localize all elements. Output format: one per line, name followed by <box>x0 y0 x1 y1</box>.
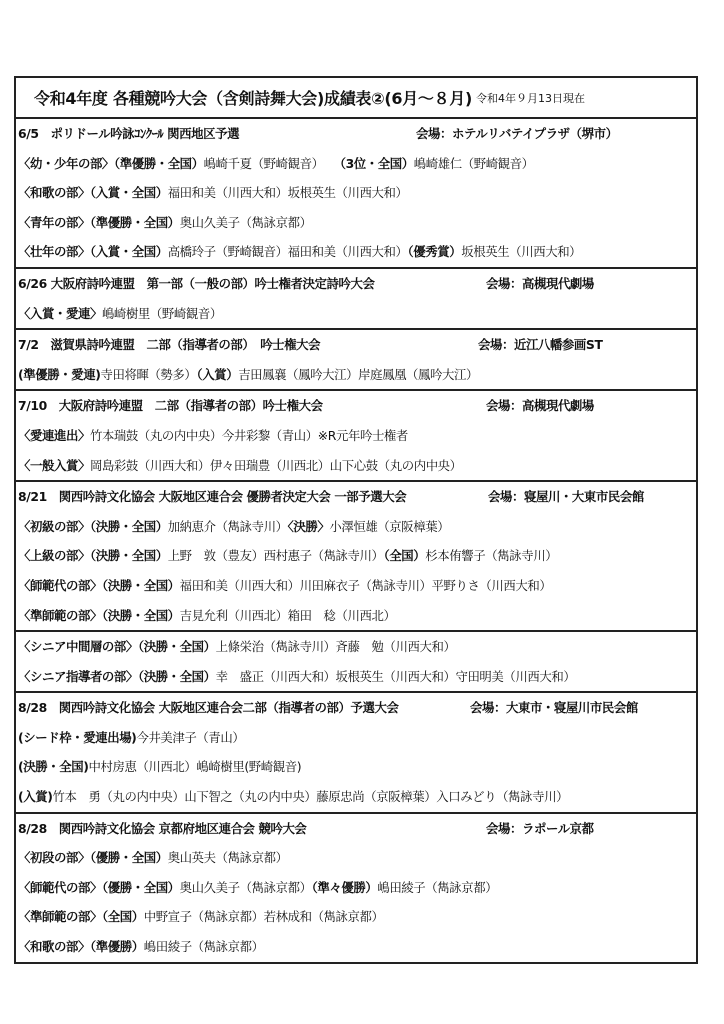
result-row <box>16 873 696 903</box>
result-row <box>16 601 696 631</box>
winner-names: 嶋崎雄仁（野崎観音） <box>413 155 534 171</box>
winner-names: 岡島彩鼓（川西大和）伊々田瑞豊（川西北）山下心鼓（丸の内中央） <box>89 457 462 473</box>
event-section <box>14 330 698 391</box>
winner-names: 嶋田綾子（雋詠京都） <box>143 939 264 955</box>
result-row <box>16 451 696 481</box>
event-venue: 会場：大東市・寝屋川市民会館 <box>470 700 638 716</box>
winner-names: 今井美津子（青山） <box>136 729 245 745</box>
event-heading <box>16 693 696 723</box>
event-heading <box>16 482 696 512</box>
result-row <box>16 782 696 812</box>
result-row <box>16 360 696 390</box>
award-label: 〈シニア中間層の部〉 <box>18 639 138 655</box>
award-label: （全国） <box>101 909 144 925</box>
event-heading <box>16 330 696 360</box>
event-section <box>14 693 698 813</box>
event-name: 7/10 大阪府詩吟連盟 二部（指導者の部）吟士権大会 <box>18 398 323 414</box>
award-label: （3位・全国） <box>333 155 414 171</box>
award-label: （準々優勝） <box>311 879 378 895</box>
winner-names: 嶋崎千夏（野崎観音） <box>203 155 324 171</box>
award-label: 〈和歌の部〉 <box>18 185 90 201</box>
winner-names: 竹本瑞鼓（丸の内中央）今井彩黎（青山）※R元年吟士権者 <box>89 427 408 443</box>
award-label: （入賞・全国） <box>89 185 168 201</box>
award-label: 〈青年の部〉 <box>18 214 90 230</box>
result-row <box>16 178 696 208</box>
event-name: 6/5 ポリドール吟詠ｺﾝｸｰﾙ 関西地区予選 <box>18 126 240 141</box>
winner-names: 坂根英生（川西大和） <box>461 244 582 260</box>
award-label: （決勝・全国） <box>89 548 168 564</box>
award-label: 〈師範代の部〉 <box>18 577 102 593</box>
event-heading <box>16 814 696 844</box>
result-row <box>16 149 696 179</box>
as-of-date: 令和4年９月13日現在 <box>476 91 586 105</box>
award-label: 〈幼・少年の部〉 <box>18 155 114 171</box>
award-label: （決勝・全国） <box>137 668 216 684</box>
winner-names: 福田和美（川西大和）川田麻衣子（雋詠寺川）平野りさ（川西大和） <box>179 577 552 593</box>
winner-names: 嶋田綾子（雋詠京都） <box>377 879 498 895</box>
winner-names: 奥山久美子（雋詠京都） <box>179 214 312 230</box>
result-row <box>16 843 696 873</box>
result-row <box>16 723 696 753</box>
event-venue: 会場：高槻現代劇場 <box>486 398 594 414</box>
result-row <box>16 237 696 267</box>
award-label: （入賞） <box>196 366 239 382</box>
award-label: 〈準師範の部〉 <box>18 909 102 925</box>
award-label: 〈壮年の部〉 <box>18 244 90 260</box>
award-label: 〈入賞・愛連〉 <box>18 305 102 321</box>
award-label: (シード枠・愛連出場) <box>18 729 137 745</box>
award-label: （入賞・全国） <box>89 244 168 260</box>
award-label: （準優勝・全国） <box>89 214 180 230</box>
result-row <box>16 932 696 962</box>
winner-names: 幸 盛正（川西大和）坂根英生（川西大和）守田明美（川西大和） <box>215 668 576 684</box>
event-section <box>14 391 698 482</box>
result-row <box>16 512 696 542</box>
winner-names: 杉本侑響子（雋詠寺川） <box>425 548 558 564</box>
winner-names: 上條栄治（雋詠寺川）斉藤 勉（川西大和） <box>215 639 456 655</box>
result-row <box>16 299 696 329</box>
award-label: 〈準師範の部〉 <box>18 607 102 623</box>
winner-names: 吉見允利（川西北）箱田 稔（川西北） <box>179 607 396 623</box>
winner-names: 中野宣子（雋詠京都）若林成和（雋詠京都） <box>143 909 384 925</box>
event-name: 8/21 関西吟詩文化協会 大阪地区連合会 優勝者決定大会 一部予選大会 <box>18 489 407 505</box>
award-label: 〈シニア指導者の部〉 <box>18 668 138 684</box>
winner-names: 小澤恒雄（京阪樟葉） <box>329 518 450 534</box>
result-row <box>16 541 696 571</box>
event-name: 8/28 関西吟詩文化協会 大阪地区連合会二部（指導者の部）予選大会 <box>18 700 399 716</box>
award-label: （決勝・全国） <box>89 518 168 534</box>
award-label: 〈初段の部〉 <box>18 850 90 866</box>
event-section <box>14 632 698 693</box>
winner-names: 奥山久美子（雋詠京都） <box>179 879 312 895</box>
event-section <box>14 814 698 964</box>
event-section <box>14 269 698 330</box>
award-label: （決勝・全国） <box>137 639 216 655</box>
event-name: 8/28 関西吟詩文化協会 京都府地区連合会 競吟大会 <box>18 820 307 836</box>
award-label: 〈上級の部〉 <box>18 548 90 564</box>
award-label: 〈和歌の部〉 <box>18 939 90 955</box>
results-sections <box>14 119 698 964</box>
result-row <box>16 902 696 932</box>
award-label: （優勝・全国） <box>89 850 168 866</box>
award-label: （準優勝） <box>89 939 144 955</box>
result-row <box>16 421 696 451</box>
event-section <box>14 482 698 632</box>
winner-names: 吉田鳳襄（鳳吟大江）岸庭鳳凰（鳳吟大江） <box>238 366 478 382</box>
event-venue: 会場：近江八幡参画ST <box>478 337 603 353</box>
result-row <box>16 208 696 238</box>
award-label: 〈愛連進出〉 <box>18 427 90 443</box>
document-header <box>14 76 698 119</box>
award-label: (決勝・全国) <box>18 759 89 775</box>
event-venue: 会場：寝屋川・大東市民会館 <box>488 489 644 505</box>
winner-names: 奥山英夫（雋詠京都） <box>167 850 288 866</box>
result-row <box>16 752 696 782</box>
event-heading <box>16 391 696 421</box>
winner-names: 上野 敦（豊友）西村惠子（雋詠寺川） <box>167 548 384 564</box>
event-name: 6/26 大阪府詩吟連盟 第一部（一般の部）吟士権者決定詩吟大会 <box>18 275 375 291</box>
award-label: （優秀賞） <box>407 244 462 260</box>
results-sheet <box>14 76 698 964</box>
winner-names: 嶋崎樹里（野崎観音） <box>101 305 222 321</box>
winner-names: 加納恵介（雋詠寺川） <box>167 518 288 534</box>
document-title: 令和4年度 各種競吟大会（含剣詩舞大会)成績表②(6月〜８月) <box>34 89 473 108</box>
winner-names: 中村房恵（川西北）嶋崎樹里(野崎観音) <box>88 759 302 775</box>
award-label: 〈師範代の部〉 <box>18 879 102 895</box>
award-label: 〈決勝〉 <box>287 518 330 534</box>
award-label: （準優勝・全国） <box>113 155 204 171</box>
award-label: 〈初級の部〉 <box>18 518 90 534</box>
event-heading <box>16 119 696 149</box>
event-venue: 会場：ラポール京都 <box>486 820 594 836</box>
award-label: （優勝・全国） <box>101 879 180 895</box>
award-label: （決勝・全国） <box>101 607 180 623</box>
result-row <box>16 632 696 662</box>
award-label: 〈一般入賞〉 <box>18 457 90 473</box>
event-section <box>14 119 698 269</box>
result-row <box>16 571 696 601</box>
award-label: （決勝・全国） <box>101 577 180 593</box>
winner-names: 竹本 勇（丸の内中央）山下智之（丸の内中央）藤原忠尚（京阪樟葉）入口みどり（雋詠寺川） <box>52 789 569 805</box>
event-heading <box>16 269 696 299</box>
winner-names: 寺田将暉（勢多） <box>100 366 197 382</box>
award-label: (準優勝・愛連) <box>18 366 101 382</box>
event-venue: 会場：高槻現代劇場 <box>486 275 594 291</box>
event-name: 7/2 滋賀県詩吟連盟 二部（指導者の部） 吟士権大会 <box>18 337 321 353</box>
result-row <box>16 662 696 692</box>
event-venue: 会場：ホテルリバテイプラザ（堺市） <box>416 126 618 141</box>
award-label: （全国） <box>383 548 426 564</box>
award-label: (入賞) <box>18 789 53 805</box>
winner-names: 福田和美（川西大和）坂根英生（川西大和） <box>167 185 408 201</box>
winner-names: 高橋玲子（野崎観音）福田和美（川西大和） <box>167 244 408 260</box>
